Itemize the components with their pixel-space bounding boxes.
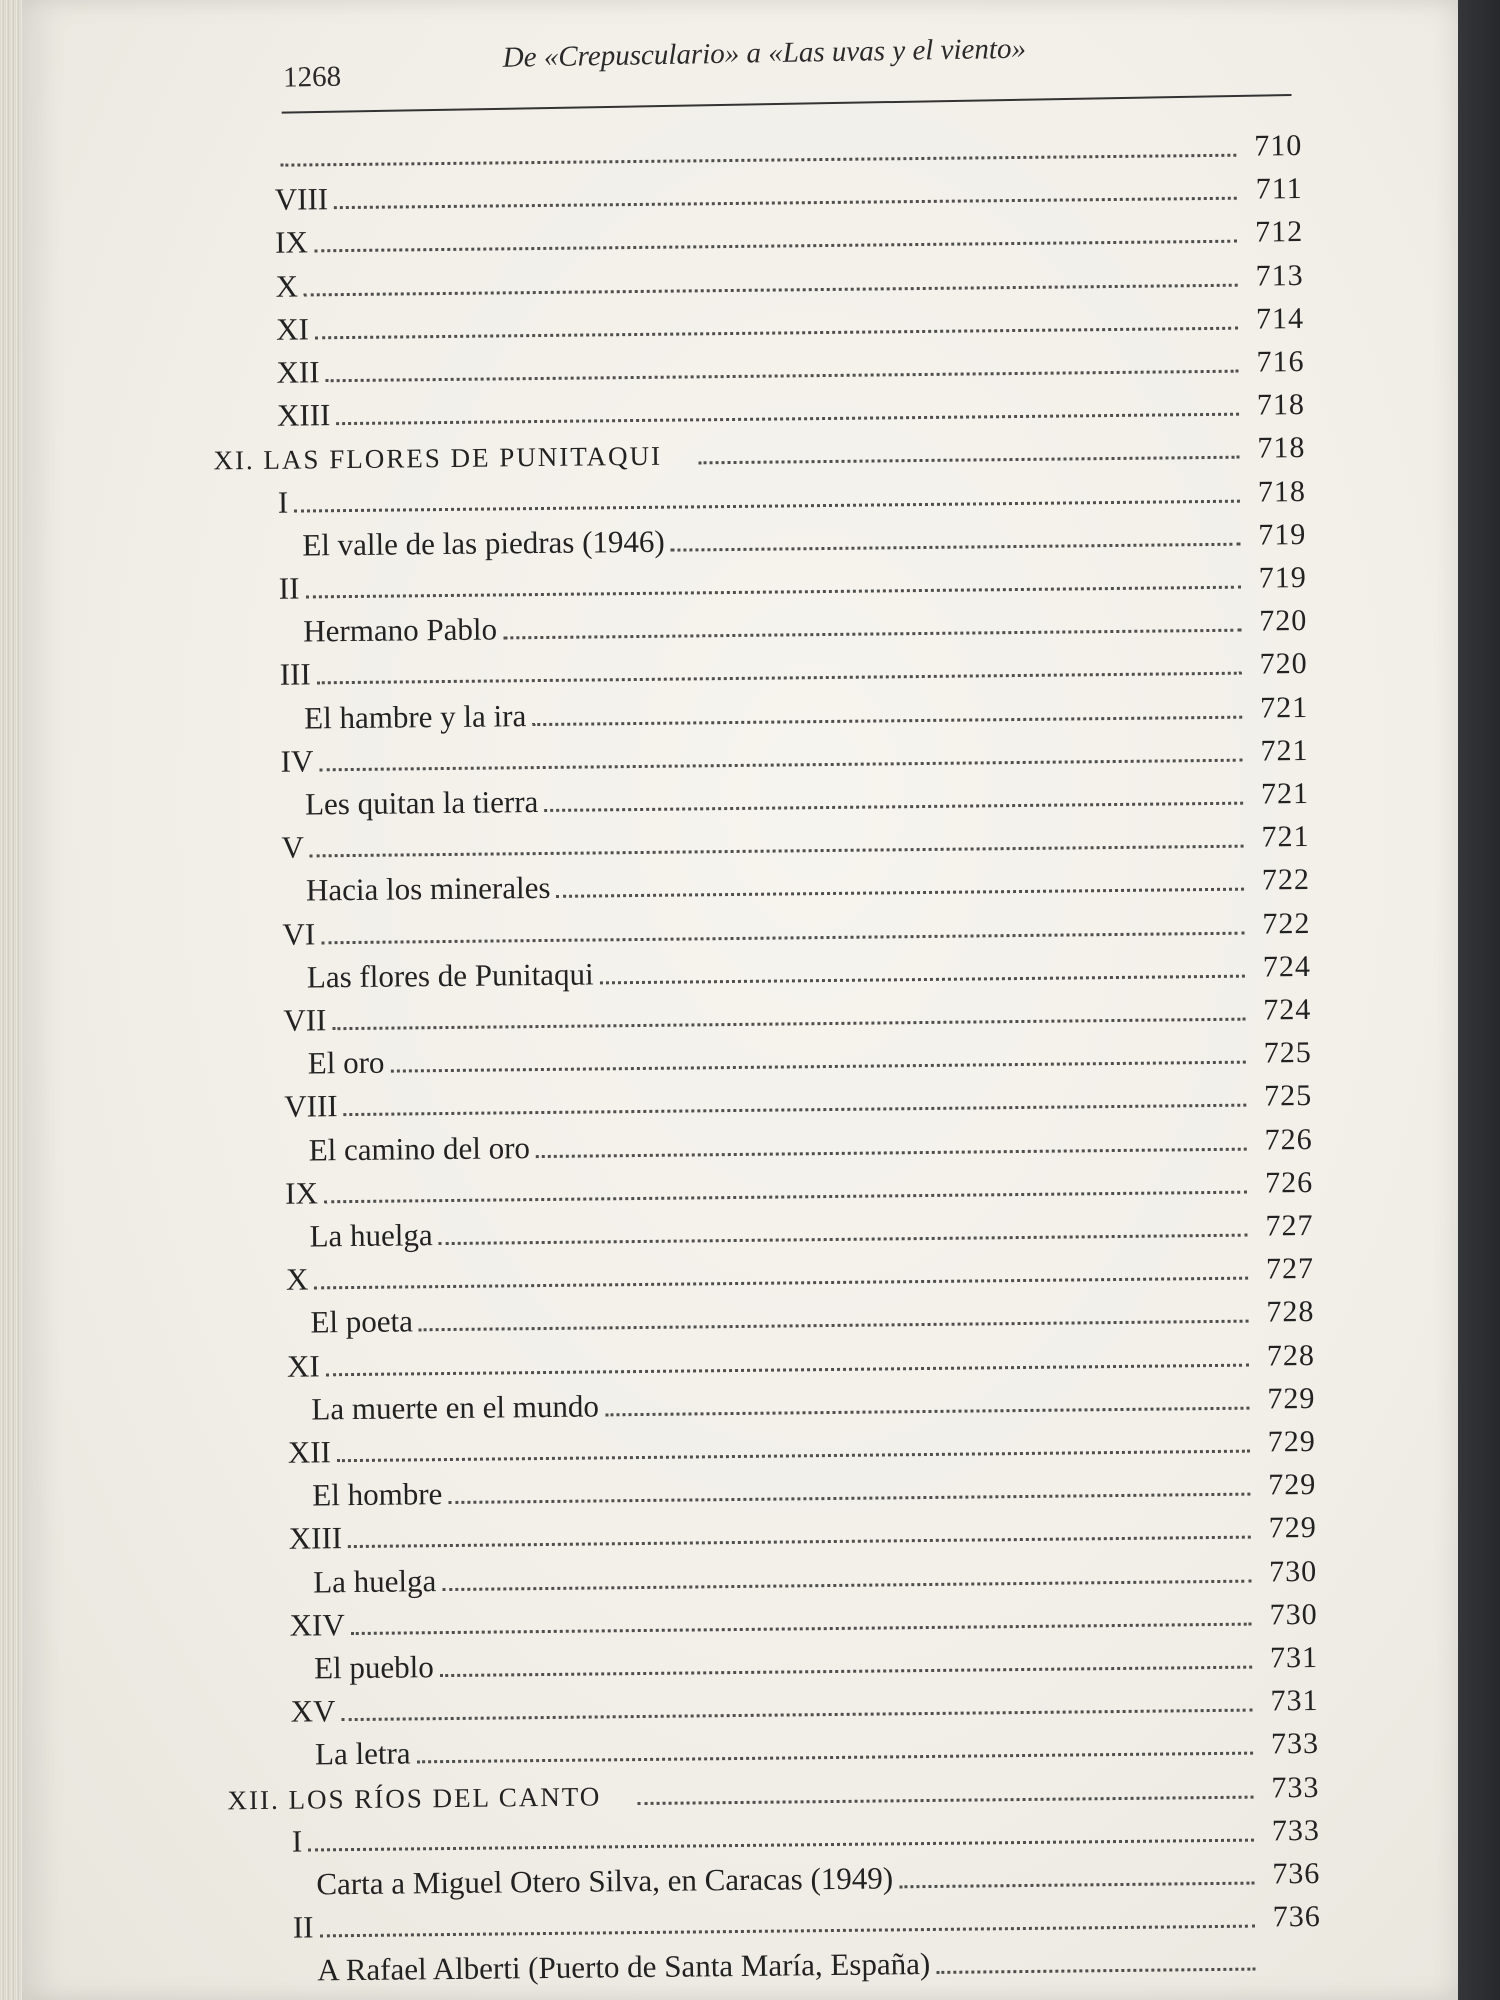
toc-entry-page: 731 [1270,1684,1319,1718]
toc-entry-page: 712 [1254,215,1304,249]
toc-entry-label: VIII [284,1088,338,1125]
toc-entry-label: IX [284,1175,319,1211]
toc-entry-page: 728 [1266,1338,1316,1373]
toc-entry-label: IX [275,224,309,261]
toc-entry-label: XIV [289,1606,345,1643]
toc-entry-label: III [279,656,311,693]
toc-entry-label: XI [286,1347,320,1384]
book-page [22,0,1458,2000]
toc-entry-label: XIII [276,397,331,433]
toc-entry-label: XII [276,354,320,390]
toc-entry-page: 722 [1262,906,1311,941]
toc-entry-page: 724 [1262,949,1312,984]
toc-entry-label: IV [280,743,314,779]
toc-entry-label: El hombre [312,1476,443,1513]
toc-entry-page: 720 [1259,647,1308,681]
toc-entry-label: XI. LAS FLORES DE PUNITAQUI [213,441,663,476]
toc-entry-page: 718 [1257,431,1306,465]
toc-entry-label: La letra [314,1735,411,1772]
toc-entry-label: II [292,1909,314,1945]
toc-entry-label: El poeta [310,1303,414,1340]
toc-entry-label: II [278,570,300,606]
toc-entry-page: 733 [1271,1813,1321,1848]
toc-entry-label: El hambre y la ira [303,697,527,736]
toc-entry-page: 720 [1259,604,1308,638]
toc-entry-page: 718 [1257,474,1307,509]
toc-entry-page: 719 [1258,517,1307,552]
toc-entry-page [1265,1975,1321,1976]
toc-entry-page: 724 [1263,992,1312,1027]
toc-entry-page: 731 [1269,1640,1319,1675]
toc-entry-label: La huelga [313,1562,437,1600]
page-header [262,0,1294,118]
toc-entry-page: 730 [1268,1554,1318,1589]
toc-entry-label: VI [282,915,316,952]
toc-entry-label: La huelga [309,1217,433,1254]
toc-entry-label: XV [290,1693,336,1729]
toc-entry-page: 727 [1265,1252,1315,1286]
toc-entry-page: 727 [1265,1208,1314,1243]
toc-entry-label: El camino del oro [308,1129,531,1168]
toc-entry-label: X [275,268,299,304]
toc-entry-page: 729 [1267,1381,1316,1416]
toc-entry-label: X [285,1261,309,1297]
toc-entry-label: Carta a Miguel Otero Silva, en Caracas (1949) [316,1860,894,1902]
toc-entry-page: 728 [1266,1295,1315,1329]
toc-entry-label: A Rafael Alberti (Puerto de Santa María, España) [317,1946,931,1988]
toc-entry-label: XI [275,311,310,347]
toc-entry-label: V [281,829,305,865]
toc-poem-entry [317,1931,1321,1986]
dot-leader [936,1968,1255,1974]
toc-entry-page: 730 [1269,1597,1318,1632]
toc-entry-page: 733 [1271,1770,1320,1805]
toc-entry-page: 718 [1256,388,1306,422]
toc-entry-label: Les quitan la tierra [304,784,539,822]
toc-entry-label: El oro [307,1044,385,1081]
toc-entry-label: VII [283,1002,327,1038]
toc-entry-label: Hermano Pablo [303,611,498,649]
toc-entry-page: 719 [1258,560,1307,595]
toc-entry-page: 721 [1259,690,1309,725]
toc-entry-page: 722 [1261,863,1311,897]
toc-entry-page: 726 [1264,1165,1314,1200]
running-title: De «Crepusculario» a «Las uvas y el viento» [502,32,1027,74]
page-number: 1268 [282,60,342,94]
toc-entry-page: 729 [1268,1468,1317,1502]
toc-entry-page: 736 [1272,1900,1321,1934]
toc-entry-label: XII. LOS RÍOS DEL CANTO [227,1781,602,1815]
toc-entry-label: I [277,484,289,520]
toc-entry-page: 721 [1260,733,1309,768]
toc-entry-page: 711 [1255,172,1303,206]
toc-entry-label: El valle de las piedras (1946) [302,523,665,563]
toc-entry-page: 710 [1254,129,1303,163]
dot-leader [899,1882,1254,1889]
toc-entry-page: 729 [1267,1424,1316,1459]
toc-entry-page: 714 [1255,301,1305,336]
toc-entry-label: La muerte en el mundo [311,1388,600,1427]
toc-entry-label: VIII [274,181,329,217]
toc-entry-page: 725 [1263,1036,1312,1070]
toc-entry-label: El pueblo [313,1649,434,1686]
toc-entry-page: 716 [1256,344,1305,379]
table-of-contents [213,117,1321,1988]
toc-entry-label: I [291,1823,303,1859]
toc-entry-page: 733 [1270,1727,1320,1761]
toc-entry-label: Hacia los minerales [305,870,551,908]
toc-entry-page: 729 [1268,1511,1317,1545]
header-rule [282,94,1292,114]
toc-entry-page: 726 [1264,1122,1313,1157]
toc-entry-label: XIII [288,1520,343,1557]
toc-entry-page: 736 [1272,1856,1321,1891]
toc-entry-page: 721 [1260,776,1310,811]
toc-entry-label: Las flores de Punitaqui [306,956,594,995]
toc-entry-page: 721 [1261,820,1310,854]
toc-entry-page: 725 [1264,1079,1313,1113]
toc-entry-label: XII [287,1434,332,1470]
toc-entry-page: 713 [1255,258,1304,293]
